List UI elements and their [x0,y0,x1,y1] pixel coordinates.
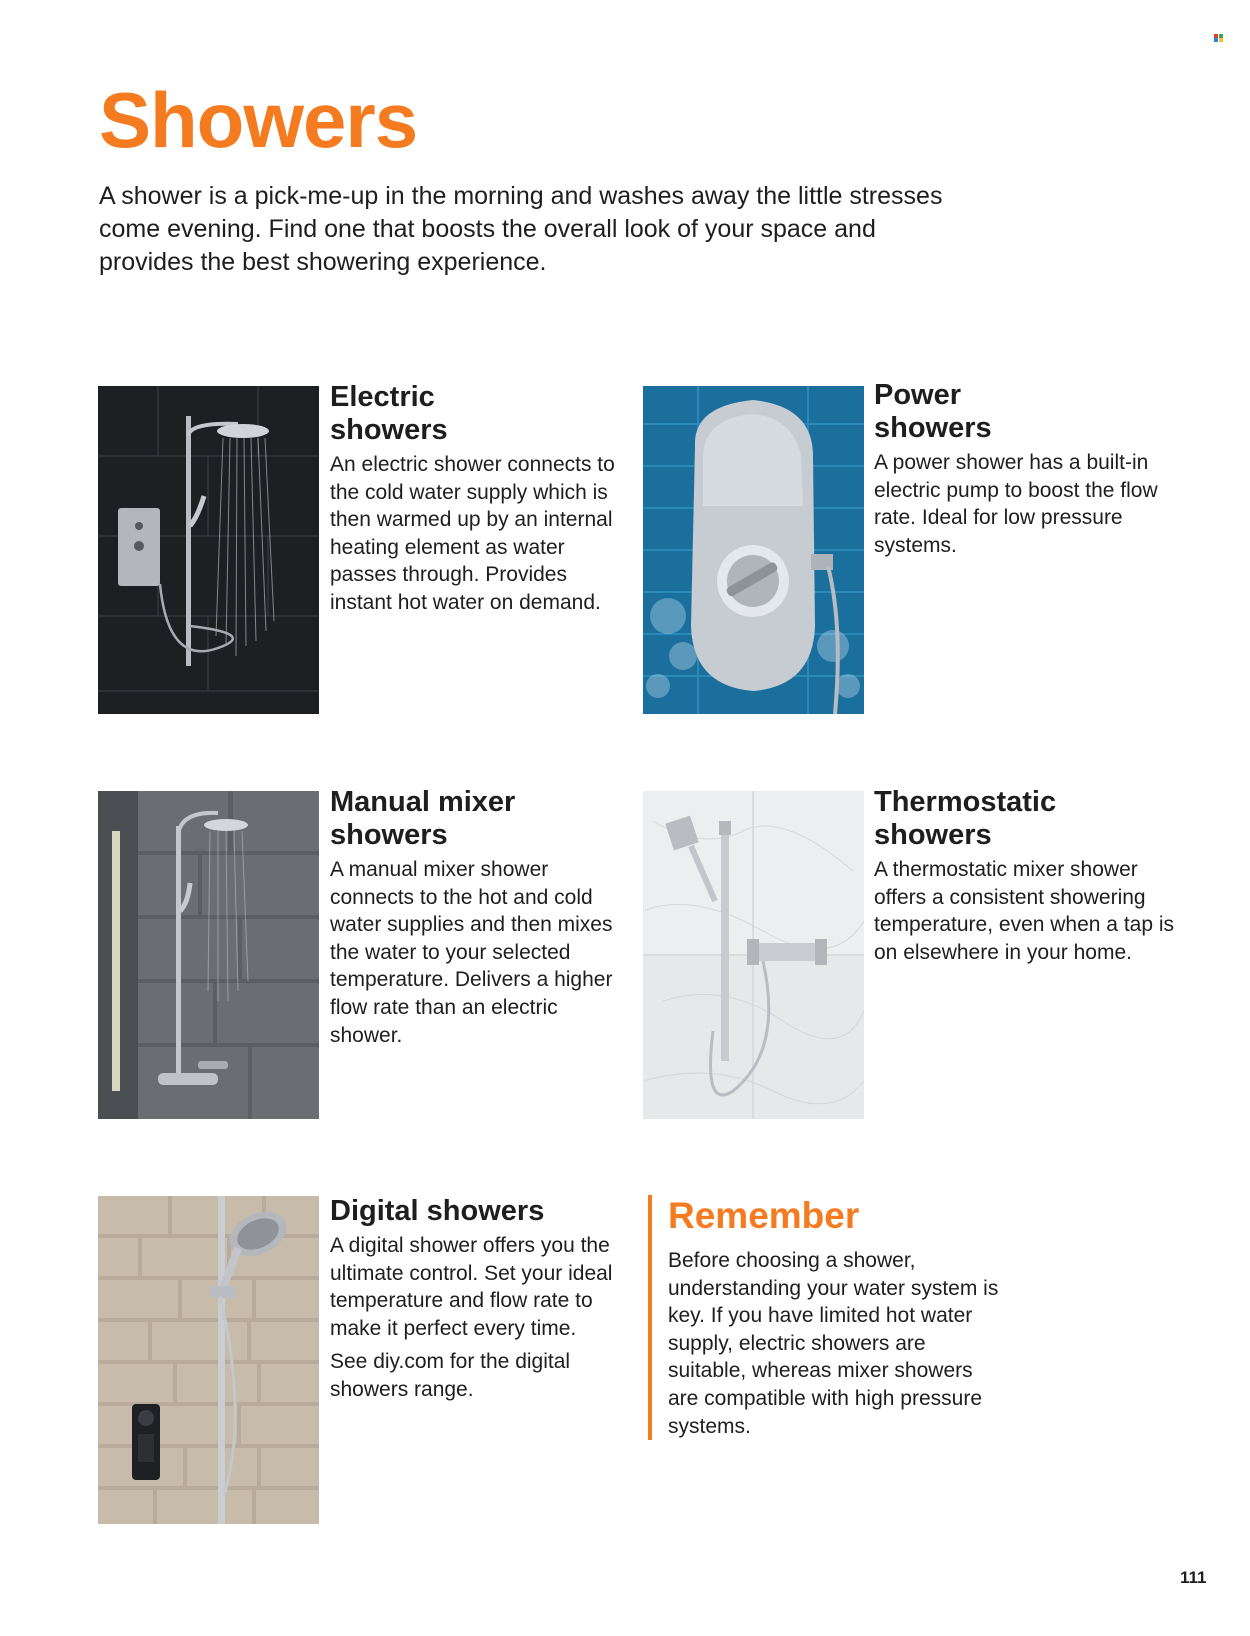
section-body: A digital shower offers you the ultimate control. Set your ideal temperature and flow rate to make it perfect every time. [330,1234,613,1340]
section-heading: Manual mixer showers [330,786,516,851]
section-body-extra: See diy.com for the digital showers range. [330,1350,571,1401]
page-title: Showers [99,76,418,164]
power-shower-photo [643,386,864,714]
remember-heading: Remember [668,1195,860,1236]
section-heading: Digital showers [330,1195,545,1227]
section-body: A thermostatic mixer shower offers a consistent showering temperature, even when a tap is on elsewhere in your home. [874,858,1175,964]
digital-showers-section [330,1195,630,1404]
electric-shower-photo [98,386,319,714]
section-body: A manual mixer shower connects to the hot and cold water supplies and then mixes the water to your selected temperature. Delivers a higher flow rate than an electric shower. [330,858,613,1047]
intro-paragraph: A shower is a pick-me-up in the morning and washes away the little stresses come evening. Find one that boosts the overall look of your space and provides the best showering experience. [99,182,943,276]
page-number: 111 [1180,1568,1207,1587]
section-body: A power shower has a built-in electric pump to boost the flow rate. Ideal for low pressure systems. [874,451,1158,557]
remember-body: Before choosing a shower, understanding your water system is key. If you have limited hot water supply, electric showers are suitable, whereas mixer showers are compatible with high pressure systems. [668,1249,999,1438]
corner-color-mark [1214,34,1224,42]
manual-mixer-shower-photo [98,791,319,1119]
thermostatic-showers-section [874,786,1174,966]
section-body: An electric shower connects to the cold water supply which is then warmed up by an internal heating element as water passes through. Provides instant hot water on demand. [330,453,615,614]
section-heading: Electric showers [330,381,448,446]
electric-showers-section [330,381,630,617]
digital-shower-photo [98,1196,319,1524]
manual-mixer-showers-section [330,786,630,1049]
power-showers-section [874,379,1174,559]
section-heading: Thermostatic showers [874,786,1057,851]
remember-callout [648,1195,1008,1440]
thermostatic-shower-photo [643,791,864,1119]
section-heading: Power showers [874,379,992,444]
